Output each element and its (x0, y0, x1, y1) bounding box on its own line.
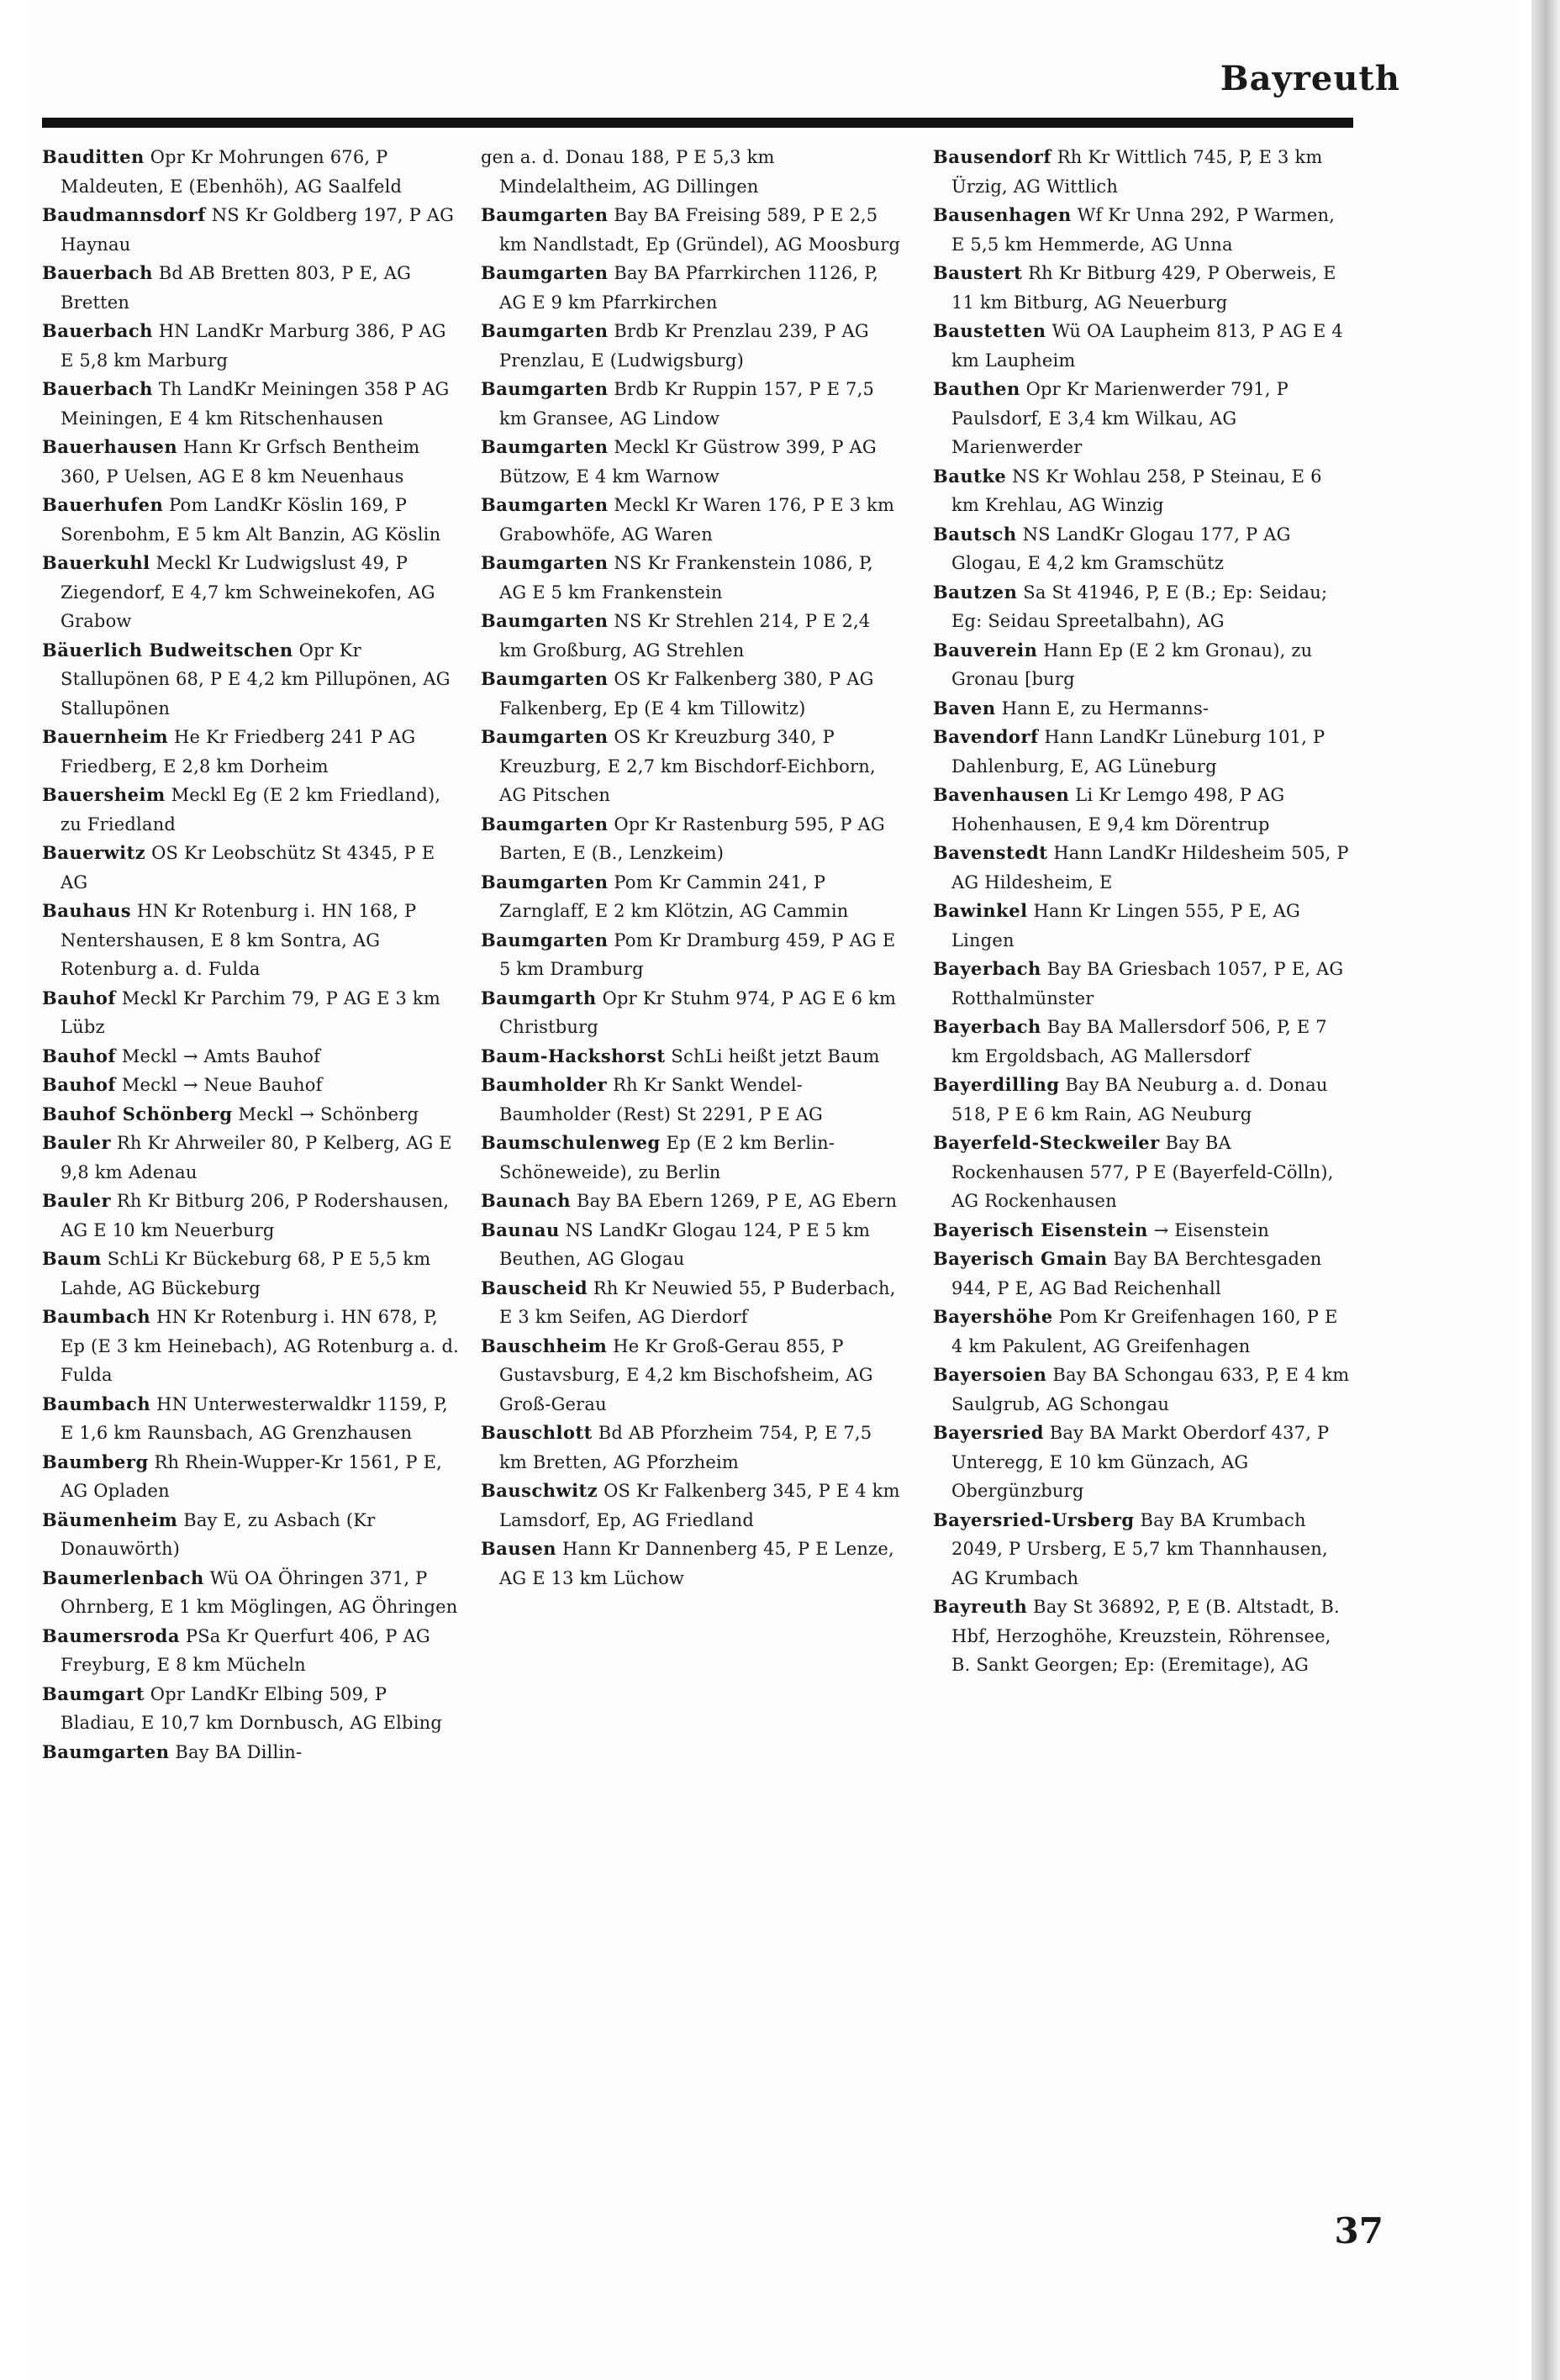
entry-text: Meckl Kr Güstrow 399, P AG Bützow, E 4 km Warnow (499, 437, 877, 487)
gazetteer-entry (481, 375, 901, 433)
entry-headword: Baumholder (481, 1074, 608, 1095)
gazetteer-entry (481, 607, 901, 665)
entry-text: Hann Kr Dannenberg 45, P E Lenze, AG E 13 km Lüchow (499, 1539, 894, 1588)
gazetteer-entry (933, 259, 1353, 317)
entry-text: Bay BA Mallersdorf 506, P, E 7 km Ergoldsbach, AG Mallersdorf (951, 1017, 1327, 1066)
gazetteer-entry (481, 201, 901, 259)
entry-text: PSa Kr Querfurt 406, P AG Freyburg, E 8 km Mücheln (61, 1625, 430, 1675)
entry-headword: Bausenhagen (933, 204, 1072, 225)
entry-text: Hann Kr Lingen 555, P E, AG Lingen (951, 901, 1300, 950)
entry-headword: Bautzen (933, 581, 1018, 603)
entry-headword: Bayersried (933, 1422, 1044, 1443)
gazetteer-entry (481, 1535, 901, 1593)
entry-headword: Bayerisch Eisenstein (933, 1219, 1148, 1240)
entry-headword: Bäumenheim (42, 1509, 178, 1530)
entry-headword: Baumgart (42, 1682, 145, 1704)
entry-headword: Baumgarten (481, 494, 609, 515)
entry-headword: Baunach (481, 1190, 572, 1211)
entry-headword: Bauhof (42, 987, 116, 1008)
entry-text: HN Kr Rotenburg i. HN 168, P Nentershausen, E 8 km Sontra, AG Rotenburg a. d. Fulda (61, 901, 417, 979)
entry-headword: Baumschulenweg (481, 1132, 661, 1153)
header-rule (42, 118, 1353, 128)
entry-text: Opr LandKr Elbing 509, P Bladiau, E 10,7 km Dornbusch, AG Elbing (61, 1683, 442, 1733)
gazetteer-entry (933, 723, 1353, 781)
gazetteer-entry (42, 1622, 462, 1680)
entry-headword: Baumgarten (481, 610, 609, 631)
entry-text: Rh Rhein-Wupper-Kr 1561, P E, AG Opladen (61, 1451, 443, 1501)
entry-text: NS Kr Goldberg 197, P AG Haynau (61, 205, 455, 255)
entry-text: Hann Ep (E 2 km Gronau), zu Gronau [burg (951, 640, 1313, 689)
gazetteer-entry (481, 259, 901, 317)
gazetteer-entry (933, 839, 1353, 897)
entry-text: Bay BA Krumbach 2049, P Ursberg, E 5,7 km Thannhausen, AG Krumbach (951, 1509, 1328, 1588)
entry-headword: Baumgarten (481, 552, 609, 573)
column-1 (42, 143, 462, 2294)
entry-text: SchLi heißt jetzt Baum (671, 1045, 880, 1066)
gazetteer-entry (933, 578, 1353, 636)
gazetteer-entry (481, 1477, 901, 1535)
entry-text: Bay BA Griesbach 1057, P E, AG Rotthalmünster (951, 959, 1344, 1008)
entry-text: Hann E, zu Hermanns- (1001, 698, 1210, 719)
entry-text: Opr Kr Stuhm 974, P AG E 6 km Christburg (499, 987, 897, 1037)
gazetteer-entry (933, 520, 1353, 578)
entry-text: Bay BA Pfarrkirchen 1126, P, AG E 9 km Pfarrkirchen (499, 263, 879, 313)
entry-text: NS Kr Strehlen 214, P E 2,4 km Großburg, AG Strehlen (499, 611, 871, 661)
entry-text: gen a. d. Donau 188, P E 5,3 km Mindelaltheim, AG Dillingen (481, 147, 775, 197)
gazetteer-entry (933, 1303, 1353, 1361)
entry-headword: Bauditten (42, 146, 145, 167)
entry-headword: Bauersheim (42, 784, 166, 805)
entry-headword: Bauerkuhl (42, 552, 150, 573)
entry-text: Bay BA Markt Oberdorf 437, P Unteregg, E 10 km Günzach, AG Obergünzburg (951, 1423, 1330, 1501)
gazetteer-entry (42, 317, 462, 375)
entry-text: Rh Kr Neuwied 55, P Buderbach, E 3 km Seifen, AG Dierdorf (499, 1277, 896, 1327)
entry-headword: Bayerbach (933, 958, 1041, 979)
gazetteer-entry (42, 143, 462, 201)
column-3 (933, 143, 1353, 2294)
entry-text: NS Kr Frankenstein 1086, P, AG E 5 km Frankenstein (499, 553, 873, 603)
entry-headword: Bayershöhe (933, 1306, 1053, 1327)
gazetteer-entry (42, 897, 462, 984)
gazetteer-entry (481, 926, 901, 984)
gazetteer-entry (933, 897, 1353, 955)
entry-headword: Bauerhausen (42, 436, 178, 457)
gazetteer-entry (42, 1680, 462, 1738)
entry-headword: Bauler (42, 1190, 112, 1211)
entry-headword: Bauler (42, 1132, 112, 1153)
entry-text: Rh Kr Wittlich 745, P, E 3 km Ürzig, AG Wittlich (951, 147, 1323, 197)
entry-headword: Baumgarten (481, 668, 609, 689)
entry-text: Meckl Kr Ludwigslust 49, P Ziegendorf, E 4,7 km Schweinekofen, AG Grabow (61, 553, 435, 631)
gazetteer-entry (481, 433, 901, 491)
entry-headword: Bautsch (933, 523, 1017, 545)
gazetteer-entry (933, 636, 1353, 694)
gazetteer-entry (481, 549, 901, 607)
entry-headword: Baumgarten (481, 929, 609, 950)
gazetteer-entry (933, 375, 1353, 462)
entry-headword: Bauschwitz (481, 1480, 598, 1501)
entry-text: Bay BA Dillin- (175, 1741, 303, 1762)
entry-text: OS Kr Falkenberg 380, P AG Falkenberg, Ep (E 4 km Tillowitz) (499, 669, 874, 719)
entry-headword: Bayreuth (933, 1596, 1028, 1617)
entry-text: NS LandKr Glogau 124, P E 5 km Beuthen, AG Glogau (499, 1219, 871, 1269)
page-edge (1531, 0, 1560, 2380)
entry-headword: Bauerbach (42, 378, 153, 399)
entry-headword: Baumgarten (481, 726, 609, 747)
gazetteer-entry (42, 839, 462, 897)
entry-headword: Baumgarten (481, 262, 609, 283)
entry-headword: Baum-Hackshorst (481, 1045, 666, 1066)
entry-headword: Baumgarten (481, 813, 609, 835)
entry-headword: Bauerbach (42, 262, 153, 283)
gazetteer-entry (481, 723, 901, 810)
gazetteer-entry (42, 1564, 462, 1622)
entry-headword: Baumgarten (481, 871, 609, 893)
gazetteer-entry (42, 1129, 462, 1187)
gazetteer-entry (42, 781, 462, 839)
entry-text: OS Kr Falkenberg 345, P E 4 km Lamsdorf, Ep, AG Friedland (499, 1481, 900, 1530)
entry-text: NS LandKr Glogau 177, P AG Glogau, E 4,2 km Gramschütz (951, 524, 1291, 573)
gazetteer-entry (481, 317, 901, 375)
gazetteer-entry (933, 1361, 1353, 1419)
gazetteer-entry (481, 1274, 901, 1332)
gazetteer-entry (42, 491, 462, 549)
entry-headword: Baumberg (42, 1451, 149, 1472)
entry-text: Opr Kr Stallupönen 68, P E 4,2 km Pillupönen, AG Stallupönen (61, 640, 451, 719)
gazetteer-entry (42, 1100, 462, 1129)
gazetteer-entry (933, 694, 1353, 724)
gazetteer-entry (933, 1216, 1353, 1245)
gazetteer-entry (42, 433, 462, 491)
entry-text: Opr Kr Rastenburg 595, P AG Barten, E (B., Lenzkeim) (499, 814, 885, 863)
entry-headword: Bauerbach (42, 320, 153, 341)
entry-text: Brdb Kr Prenzlau 239, P AG Prenzlau, E (Ludwigsburg) (499, 321, 869, 371)
gazetteer-entry (481, 810, 901, 868)
entry-headword: Bawinkel (933, 900, 1028, 921)
entry-text: Bd AB Bretten 803, P E, AG Bretten (61, 263, 412, 313)
entry-text: Rh Kr Bitburg 429, P Oberweis, E 11 km Bitburg, AG Neuerburg (951, 263, 1336, 313)
entry-headword: Bavendorf (933, 726, 1039, 747)
entry-headword: Bayerbach (933, 1016, 1041, 1037)
entry-text: Bay E, zu Asbach (Kr Donauwörth) (61, 1509, 376, 1559)
entry-text: He Kr Friedberg 241 P AG Friedberg, E 2,8 km Dorheim (61, 727, 416, 777)
gazetteer-entry (42, 1738, 462, 1767)
gazetteer-entry (42, 723, 462, 781)
gazetteer-entry (42, 1448, 462, 1506)
gazetteer-entry (481, 984, 901, 1042)
page-number: 37 (1334, 2210, 1383, 2251)
entry-headword: Bausendorf (933, 146, 1051, 167)
entry-headword: Bauhof (42, 1074, 116, 1095)
entry-text: Bay BA Rockenhausen 577, P E (Bayerfeld-Cölln), AG Rockenhausen (951, 1133, 1334, 1211)
gazetteer-entry (481, 1216, 901, 1274)
entry-text: Wü OA Laupheim 813, P AG E 4 km Laupheim (951, 321, 1343, 371)
gazetteer-entry (42, 1071, 462, 1100)
entry-headword: Baumgarten (42, 1740, 170, 1762)
entry-text: Rh Kr Bitburg 206, P Rodershausen, AG E 10 km Neuerburg (61, 1191, 450, 1240)
gazetteer-entry (42, 1042, 462, 1072)
entry-text: Rh Kr Sankt Wendel-Baumholder (Rest) St 2291, P E AG (499, 1075, 824, 1124)
entry-text: Bay BA Neuburg a. d. Donau 518, P E 6 km Rain, AG Neuburg (951, 1075, 1328, 1124)
gazetteer-entry (42, 259, 462, 317)
entry-text: Bay BA Schongau 633, P, E 4 km Saulgrub, AG Schongau (951, 1365, 1350, 1414)
entry-text: Th LandKr Meiningen 358 P AG Meiningen, E 4 km Ritschenhausen (61, 379, 450, 429)
gazetteer-entry (42, 1303, 462, 1390)
entry-text: HN Kr Rotenburg i. HN 678, P, Ep (E 3 km Heinebach), AG Rotenburg a. d. Fulda (61, 1307, 459, 1385)
gazetteer-entry (42, 201, 462, 259)
gazetteer-entry (481, 868, 901, 926)
gazetteer-entry (481, 1187, 901, 1216)
entry-text: Bd AB Pforzheim 754, P, E 7,5 km Bretten, AG Pforzheim (499, 1423, 872, 1472)
entry-headword: Bauernheim (42, 726, 169, 747)
entry-text: Li Kr Lemgo 498, P AG Hohenhausen, E 9,4 km Dörentrup (951, 785, 1285, 835)
entry-headword: Baudmannsdorf (42, 204, 206, 225)
entry-text: Meckl Eg (E 2 km Friedland), zu Friedland (61, 785, 441, 835)
entry-text: Meckl Kr Parchim 79, P AG E 3 km Lübz (61, 987, 440, 1037)
gazetteer-entry (42, 984, 462, 1042)
gazetteer-entry (42, 549, 462, 636)
entry-headword: Bauhof (42, 1045, 116, 1066)
gazetteer-entry (481, 1071, 901, 1129)
gazetteer-entry (933, 201, 1353, 259)
entry-headword: Baustetten (933, 320, 1046, 341)
entry-headword: Bayerdilling (933, 1074, 1060, 1095)
entry-text: Opr Kr Marienwerder 791, P Paulsdorf, E 3,4 km Wilkau, AG Marienwerder (951, 379, 1289, 457)
entry-headword: Bauhof Schönberg (42, 1103, 233, 1124)
entry-headword: Bayerfeld-Steckweiler (933, 1132, 1160, 1153)
gazetteer-entry (481, 491, 901, 549)
entry-text: Meckl Kr Waren 176, P E 3 km Grabowhöfe, AG Waren (499, 495, 895, 545)
entry-text: Bay BA Ebern 1269, P E, AG Ebern (576, 1191, 898, 1211)
entry-headword: Bayersried-Ursberg (933, 1509, 1135, 1530)
gazetteer-entry (933, 1593, 1353, 1680)
entry-headword: Bauverein (933, 639, 1038, 661)
entry-headword: Bauerhufen (42, 494, 164, 515)
entry-text: → Eisenstein (1153, 1219, 1269, 1240)
gazetteer-entry (933, 1013, 1353, 1071)
entry-text: NS Kr Wohlau 258, P Steinau, E 6 km Krehlau, AG Winzig (951, 466, 1322, 515)
entry-headword: Bauthen (933, 378, 1020, 399)
entry-headword: Bausen (481, 1538, 557, 1559)
gazetteer-entry (933, 1245, 1353, 1303)
entry-text: He Kr Groß-Gerau 855, P Gustavsburg, E 4,2 km Bischofsheim, AG Groß-Gerau (499, 1335, 873, 1414)
entry-text: Meckl → Schönberg (238, 1103, 419, 1124)
entry-headword: Bavenhausen (933, 784, 1070, 805)
entry-headword: Bauhaus (42, 900, 132, 921)
entry-headword: Bauschheim (481, 1335, 608, 1356)
gazetteer-entry (42, 1390, 462, 1448)
entry-headword: Baumbach (42, 1393, 151, 1414)
gazetteer-entry (933, 462, 1353, 520)
entry-text: Pom LandKr Köslin 169, P Sorenbohm, E 5 km Alt Banzin, AG Köslin (61, 495, 441, 545)
entry-text: Hann LandKr Lüneburg 101, P Dahlenburg, E, AG Lüneburg (951, 727, 1325, 777)
gazetteer-entry (481, 1332, 901, 1419)
entry-text: Rh Kr Ahrweiler 80, P Kelberg, AG E 9,8 km Adenau (61, 1133, 452, 1182)
entry-headword: Bautke (933, 465, 1007, 487)
gazetteer-entry (481, 1129, 901, 1187)
gazetteer-entry (933, 1506, 1353, 1593)
column-2 (481, 143, 901, 2294)
entry-text: SchLi Kr Bückeburg 68, P E 5,5 km Lahde, AG Bückeburg (61, 1249, 431, 1298)
entry-headword: Bayersoien (933, 1364, 1047, 1385)
entry-headword: Baumgarten (481, 320, 609, 341)
entry-headword: Baumgarten (481, 436, 609, 457)
entry-text: Sa St 41946, P, E (B.; Ep: Seidau; Eg: Seidau Spreetalbahn), AG (951, 582, 1328, 631)
entry-headword: Bauschlott (481, 1422, 593, 1443)
gazetteer-entry (481, 1419, 901, 1477)
gazetteer-entry (481, 143, 901, 201)
entry-text: Bay St 36892, P, E (B. Altstadt, B. Hbf, Herzoghöhe, Kreuzstein, Röhrensee, B. Sankt Georgen; Ep: (Eremitage), AG (951, 1597, 1340, 1675)
entry-text: Bay BA Berchtesgaden 944, P E, AG Bad Reichenhall (951, 1249, 1322, 1298)
entry-headword: Baven (933, 697, 996, 719)
entry-text: Bay BA Freising 589, P E 2,5 km Nandlstadt, Ep (Gründel), AG Moosburg (499, 205, 901, 255)
entry-headword: Bavenstedt (933, 842, 1048, 863)
entry-headword: Baunau (481, 1219, 560, 1240)
entry-text: Meckl → Amts Bauhof (121, 1045, 321, 1066)
running-header: Bayreuth (1220, 59, 1400, 98)
entry-text: OS Kr Leobschütz St 4345, P E AG (61, 843, 435, 893)
entry-headword: Bayerisch Gmain (933, 1248, 1108, 1269)
entry-headword: Bauerwitz (42, 842, 146, 863)
entry-text: Wü OA Öhringen 371, P Ohrnberg, E 1 km Möglingen, AG Öhringen (61, 1567, 458, 1617)
gazetteer-entry (933, 317, 1353, 375)
gazetteer-entry (42, 1245, 462, 1303)
gazetteer-entry (42, 1506, 462, 1564)
gazetteer-entry (933, 1071, 1353, 1129)
entry-headword: Bäuerlich Budweitschen (42, 639, 293, 661)
gazetteer-entry (933, 955, 1353, 1013)
entry-text: Brdb Kr Ruppin 157, P E 7,5 km Gransee, AG Lindow (499, 379, 875, 429)
entry-text: Ep (E 2 km Berlin-Schöneweide), zu Berlin (499, 1133, 835, 1182)
gazetteer-entry (481, 1042, 901, 1072)
entry-text: HN Unterwesterwaldkr 1159, P, E 1,6 km Raunsbach, AG Grenzhausen (61, 1393, 448, 1443)
entry-headword: Baumgarten (481, 378, 609, 399)
entry-text: HN LandKr Marburg 386, P AG E 5,8 km Marburg (61, 321, 446, 371)
entry-headword: Baumbach (42, 1306, 151, 1327)
entry-headword: Baumgarten (481, 204, 609, 225)
entry-text: Hann Kr Grfsch Bentheim 360, P Uelsen, AG E 8 km Neuenhaus (61, 437, 420, 487)
entry-text: Pom Kr Cammin 241, P Zarnglaff, E 2 km Klötzin, AG Cammin (499, 871, 849, 921)
entry-text: Pom Kr Greifenhagen 160, P E 4 km Pakulent, AG Greifenhagen (951, 1307, 1338, 1356)
entry-text: Pom Kr Dramburg 459, P AG E 5 km Dramburg (499, 929, 896, 979)
entry-headword: Baumersroda (42, 1624, 180, 1646)
gazetteer-entry (933, 781, 1353, 839)
entry-text: Hann LandKr Hildesheim 505, P AG Hildesheim, E (951, 843, 1349, 893)
entry-text: Meckl → Neue Bauhof (121, 1075, 323, 1095)
gazetteer-entry (42, 636, 462, 724)
entry-headword: Bauscheid (481, 1277, 588, 1298)
gazetteer-entry (42, 375, 462, 433)
entry-headword: Baustert (933, 262, 1023, 283)
gazetteer-entry (42, 1187, 462, 1245)
entry-text: OS Kr Kreuzburg 340, P Kreuzburg, E 2,7 km Bischdorf-Eichborn, AG Pitschen (499, 727, 876, 805)
gazetteer-entry (933, 143, 1353, 201)
gazetteer-entry (933, 1419, 1353, 1506)
gazetteer-entry (933, 1129, 1353, 1216)
entry-headword: Baumgarth (481, 987, 597, 1008)
entry-text: Wf Kr Unna 292, P Warmen, E 5,5 km Hemmerde, AG Unna (951, 205, 1336, 255)
gazetteer-entry (481, 665, 901, 723)
entry-headword: Baumerlenbach (42, 1566, 204, 1588)
entry-headword: Baum (42, 1248, 102, 1269)
entry-text: Opr Kr Mohrungen 676, P Maldeuten, E (Ebenhöh), AG Saalfeld (61, 147, 403, 197)
